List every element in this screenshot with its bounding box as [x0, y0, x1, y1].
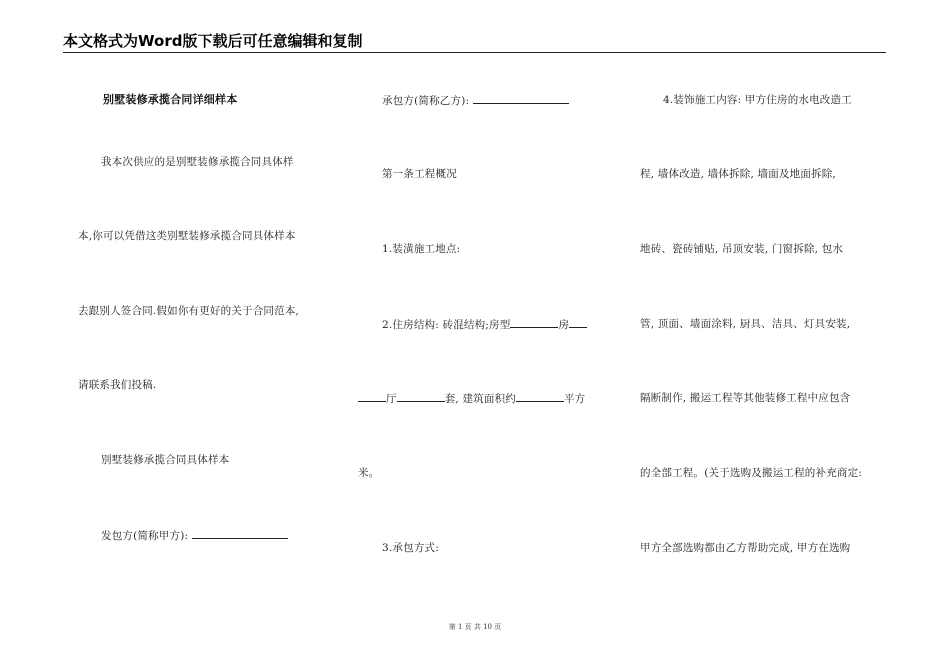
- party-a-label: 发包方(简称甲方):: [101, 530, 192, 542]
- structure-label: 2.住房结构: 砖混结构;房型: [382, 319, 511, 331]
- sample-heading: 别墅装修承揽合同具体样本: [101, 454, 230, 466]
- hall-unit: 厅: [386, 393, 397, 405]
- area-unit: 平方: [563, 393, 586, 405]
- contract-title: 别墅装修承揽合同详细样本: [103, 93, 238, 106]
- header-divider: [63, 52, 886, 53]
- party-b-line: [382, 93, 569, 108]
- area-unit-end: 米。: [358, 467, 380, 479]
- item-1-location: 1.装潢施工地点:: [382, 243, 461, 255]
- party-b-label: 承包方(简称乙方):: [382, 95, 473, 107]
- item-2-structure: [382, 317, 587, 332]
- item-4-content-line-4: 管, 顶面、墙面涂料, 厨具、洁具、灯具安装,: [640, 318, 851, 330]
- hall-count-blank: [358, 391, 386, 402]
- item-4-content-line-5: 隔断制作, 搬运工程等其他装修工程中应包含: [640, 392, 851, 404]
- party-a-line: [101, 528, 288, 543]
- item-3-contract-method: 3.承包方式:: [382, 542, 439, 554]
- item-4-content-line-1: 4.装饰施工内容: 甲方住房的水电改造工: [663, 94, 852, 106]
- area-label: 套, 建筑面积约: [444, 393, 516, 405]
- party-b-blank: [473, 93, 569, 104]
- document-header-title: 本文格式为Word版下载后可任意编辑和复制: [63, 32, 363, 50]
- item-4-content-line-6: 的全部工程。(关于选购及搬运工程的补充商定:: [640, 467, 863, 479]
- room-count-blank: [510, 317, 558, 328]
- intro-line-4: 请联系我们投稿.: [78, 379, 157, 391]
- set-count-blank: [397, 391, 445, 402]
- item-4-content-line-3: 地砖、瓷砖铺贴, 吊顶安装, 门窗拆除, 包水: [640, 243, 844, 255]
- room-extra-blank: [569, 317, 587, 328]
- section-1-heading: 第一条工程概况: [382, 168, 457, 180]
- area-blank: [516, 391, 564, 402]
- intro-line-2: 本,你可以凭借这类别墅装修承揽合同具体样本: [78, 230, 296, 242]
- intro-line-1: 我本次供应的是别墅装修承揽合同具体样: [101, 156, 294, 168]
- page-number: 第 1 页 共 10 页: [448, 623, 502, 631]
- intro-line-3: 去跟别人签合同.假如你有更好的关于合同范本,: [78, 305, 300, 317]
- item-4-content-line-2: 程, 墙体改造, 墙体拆除, 墙面及地面拆除,: [640, 168, 836, 180]
- party-a-blank: [192, 528, 288, 539]
- room-unit: 房: [558, 319, 570, 331]
- item-4-content-line-7: 甲方全部选购都由乙方帮助完成, 甲方在选购: [640, 542, 851, 554]
- item-2-continued: [358, 391, 585, 406]
